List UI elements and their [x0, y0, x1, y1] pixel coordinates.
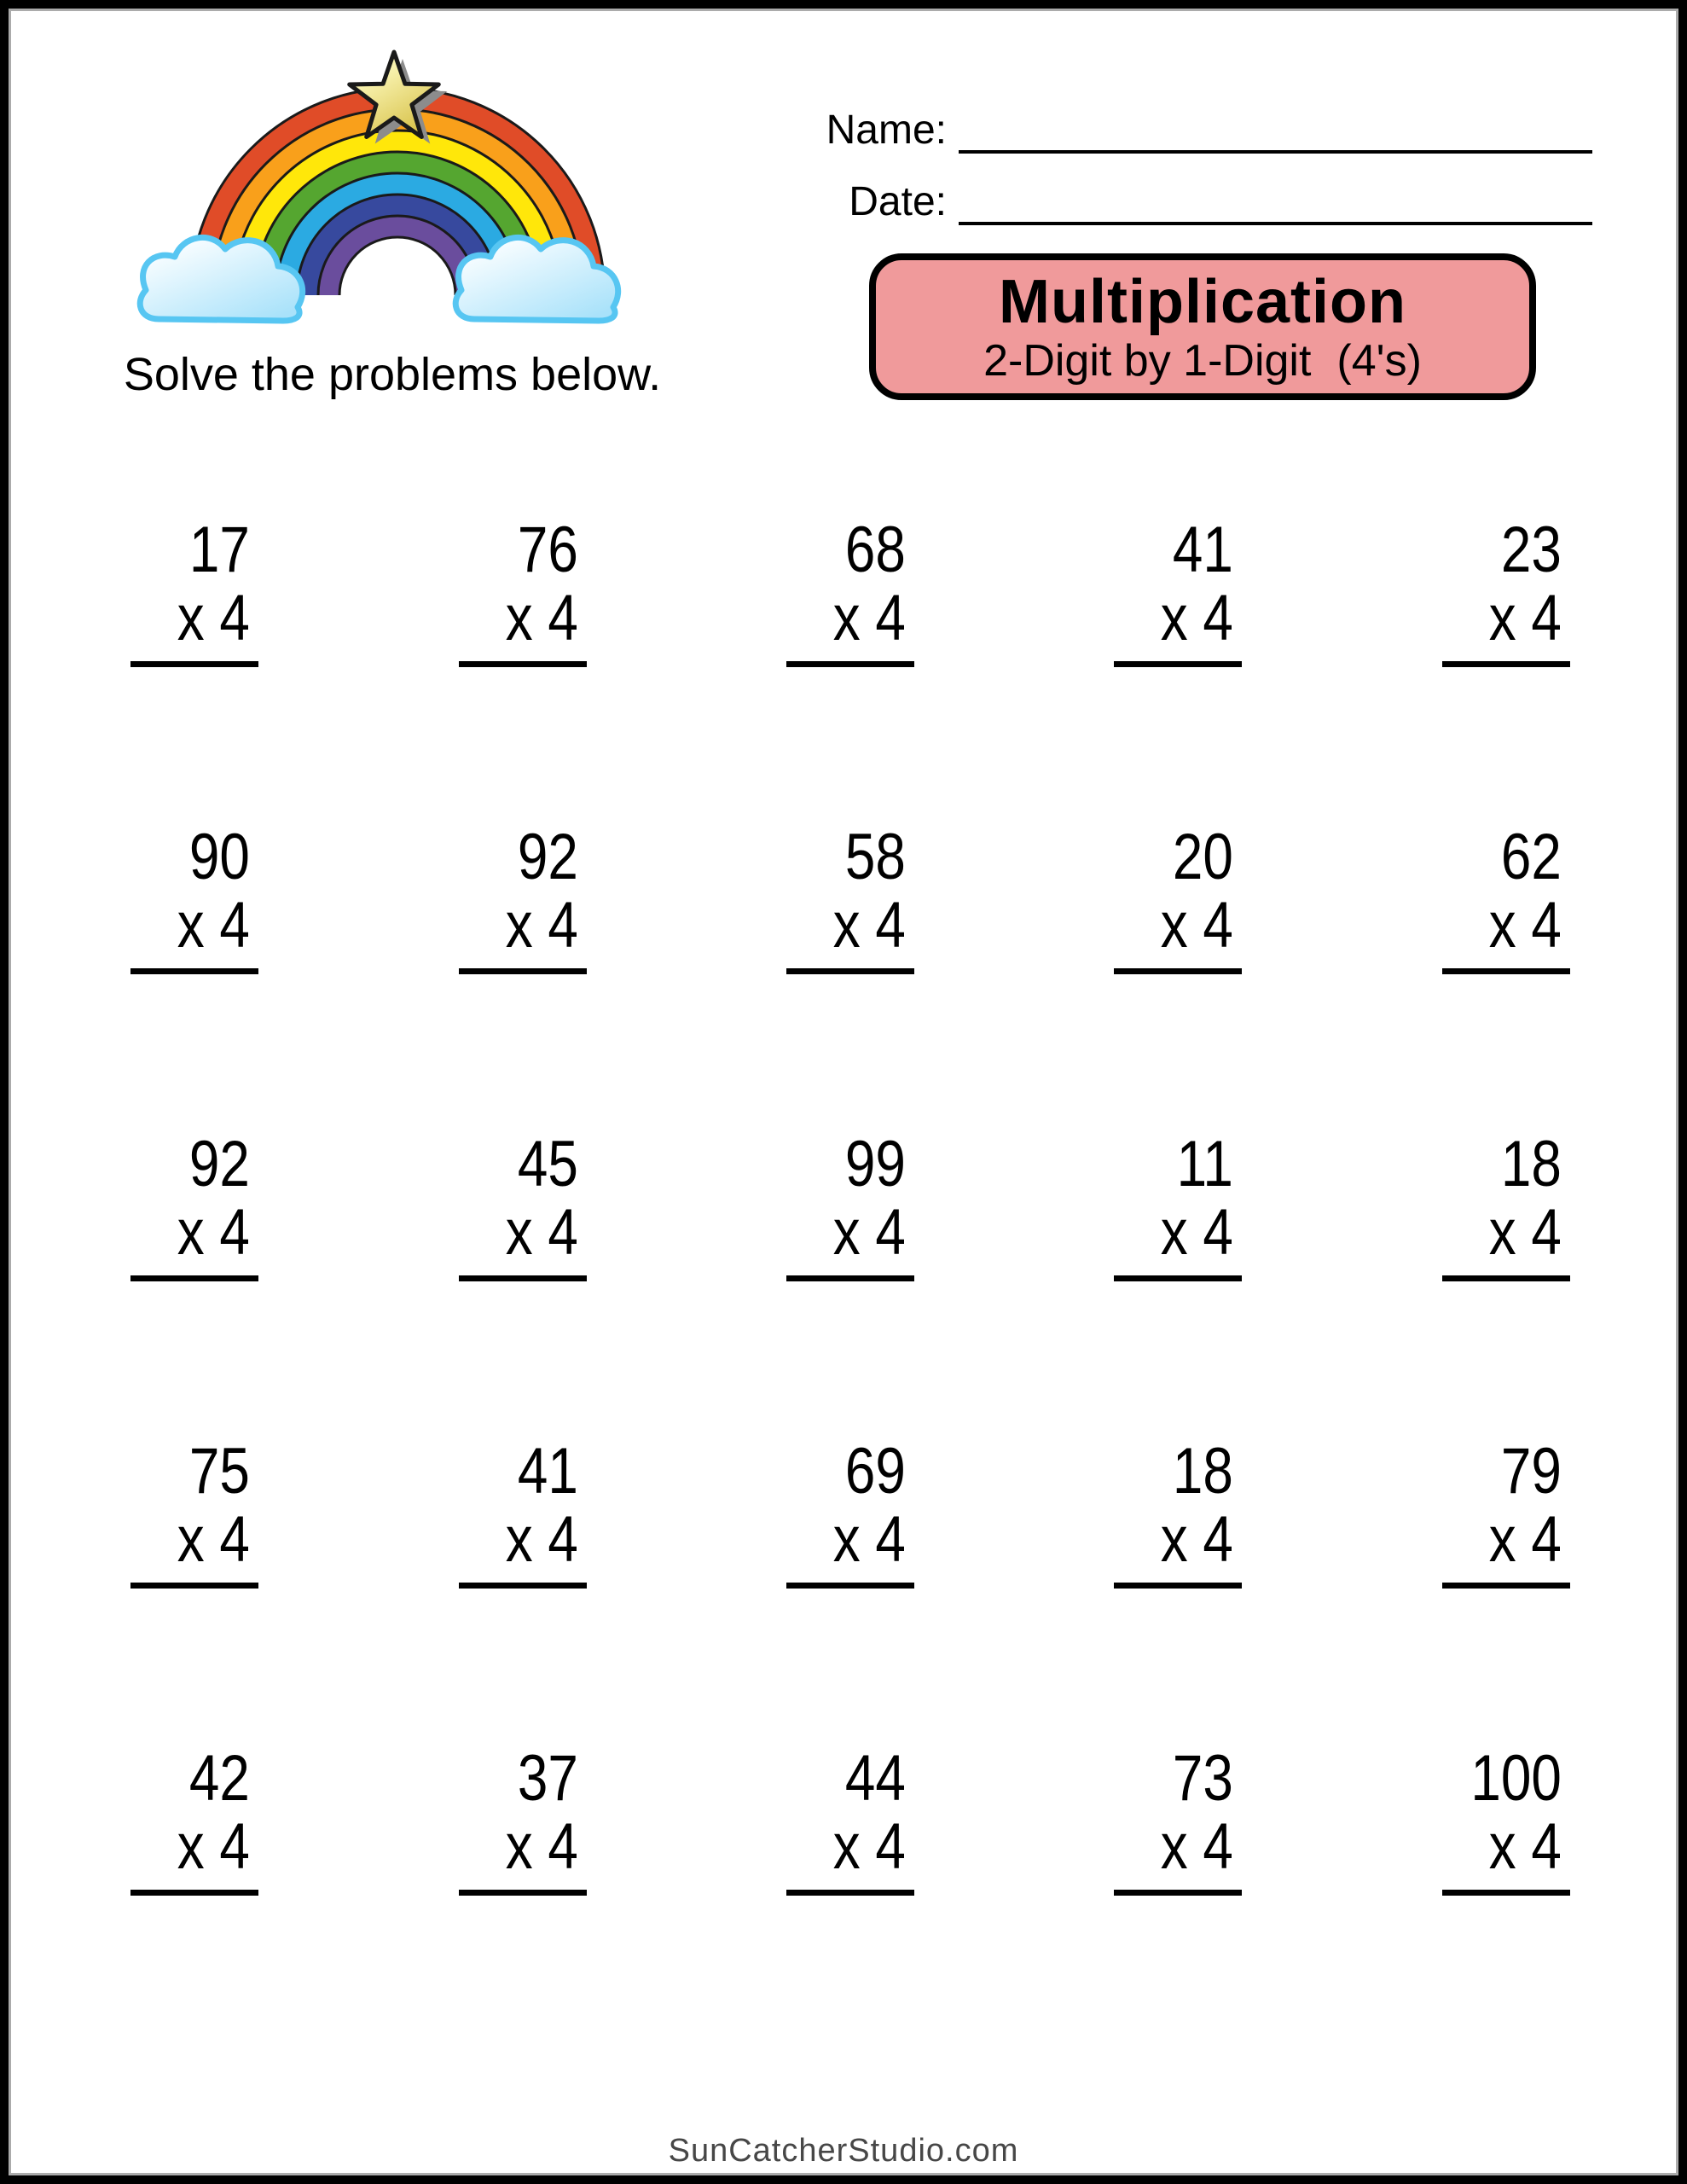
worksheet-title: Multiplication — [999, 268, 1406, 336]
problem-operand: 73 — [1173, 1742, 1234, 1815]
date-field-row — [820, 179, 1592, 225]
problem-operand: 79 — [1500, 1435, 1562, 1507]
multiplier-label: x 4 — [1488, 1503, 1562, 1576]
multiplier-label: x 4 — [1488, 889, 1562, 961]
problem-operand: 20 — [1173, 821, 1234, 893]
problems-grid — [31, 516, 1670, 2052]
problem — [130, 1435, 258, 1589]
problem-operand: 90 — [189, 821, 251, 893]
problem-operand: 99 — [844, 1128, 906, 1200]
answer-line[interactable] — [459, 661, 587, 667]
multiplier-label: x 4 — [177, 582, 251, 654]
multiplier-label: x 4 — [505, 582, 578, 654]
answer-line[interactable] — [130, 1890, 258, 1896]
problem — [459, 1435, 587, 1589]
answer-line[interactable] — [459, 968, 587, 974]
multiplier-label: x 4 — [505, 1810, 578, 1883]
name-field-row — [820, 107, 1592, 154]
problem — [1114, 823, 1242, 974]
problem — [459, 823, 587, 974]
multiplier-label: x 4 — [832, 1196, 906, 1269]
answer-line[interactable] — [1442, 968, 1570, 974]
worksheet-title-box — [869, 253, 1536, 400]
problem-operand: 45 — [517, 1128, 578, 1200]
problem-operand: 62 — [1500, 821, 1562, 893]
problem-operand: 37 — [517, 1742, 578, 1815]
answer-line[interactable] — [130, 661, 258, 667]
name-label: Name: — [826, 107, 947, 153]
problem — [459, 1130, 587, 1281]
multiplier-label: x 4 — [1161, 582, 1234, 654]
problem-operand: 76 — [517, 514, 578, 586]
problem — [1442, 516, 1570, 667]
multiplier-label: x 4 — [505, 1196, 578, 1269]
problem-operand: 11 — [1177, 1128, 1234, 1200]
multiplier-label: x 4 — [1161, 1810, 1234, 1883]
problem — [1442, 1435, 1570, 1589]
problem-operand: 42 — [189, 1742, 251, 1815]
answer-line[interactable] — [1442, 1583, 1570, 1589]
answer-line[interactable] — [459, 1275, 587, 1281]
multiplier-label: x 4 — [1161, 1196, 1234, 1269]
date-input-line[interactable] — [959, 183, 1592, 225]
problem — [459, 516, 587, 667]
multiplier-label: x 4 — [177, 1196, 251, 1269]
multiplier-label: x 4 — [505, 1503, 578, 1576]
multiplier-label: x 4 — [832, 1503, 906, 1576]
problem-operand: 100 — [1470, 1742, 1562, 1815]
problem — [786, 823, 914, 974]
problem-operand: 75 — [189, 1435, 251, 1507]
problem — [1442, 823, 1570, 974]
answer-line[interactable] — [786, 1583, 914, 1589]
multiplier-label: x 4 — [832, 1810, 906, 1883]
answer-line[interactable] — [1114, 1275, 1242, 1281]
answer-line[interactable] — [1442, 661, 1570, 667]
problem — [1114, 1435, 1242, 1589]
problem — [1442, 1742, 1570, 1896]
problem — [1114, 516, 1242, 667]
name-input-line[interactable] — [959, 111, 1592, 154]
problem — [130, 516, 258, 667]
problem-operand: 41 — [1173, 514, 1234, 586]
multiplier-label: x 4 — [177, 889, 251, 961]
multiplier-label: x 4 — [505, 889, 578, 961]
problem — [130, 1742, 258, 1896]
problem-operand: 92 — [517, 821, 578, 893]
worksheet-subtitle: 2-Digit by 1-Digit — [983, 336, 1312, 386]
multiplier-label: x 4 — [1161, 1503, 1234, 1576]
answer-line[interactable] — [786, 661, 914, 667]
problem — [786, 1130, 914, 1281]
answer-line[interactable] — [1442, 1890, 1570, 1896]
rainbow-artwork — [84, 49, 650, 346]
worksheet-subtitle-row — [983, 336, 1422, 386]
answer-line[interactable] — [1114, 661, 1242, 667]
problem — [1442, 1130, 1570, 1281]
problem — [1114, 1742, 1242, 1896]
problem — [130, 823, 258, 974]
answer-line[interactable] — [1114, 968, 1242, 974]
problem — [1114, 1130, 1242, 1281]
multiplier-label: x 4 — [1161, 889, 1234, 961]
problem-operand: 18 — [1500, 1128, 1562, 1200]
date-label: Date: — [849, 179, 947, 224]
problem-operand: 92 — [189, 1128, 251, 1200]
multiplier-label: x 4 — [1488, 1810, 1562, 1883]
answer-line[interactable] — [130, 968, 258, 974]
answer-line[interactable] — [459, 1583, 587, 1589]
problem-operand: 69 — [844, 1435, 906, 1507]
multiplier-label: x 4 — [1488, 1196, 1562, 1269]
multiplier-label: x 4 — [177, 1503, 251, 1576]
problem-operand: 23 — [1500, 514, 1562, 586]
answer-line[interactable] — [786, 1890, 914, 1896]
multiplier-label: x 4 — [832, 582, 906, 654]
problem — [786, 1742, 914, 1896]
answer-line[interactable] — [1114, 1890, 1242, 1896]
instruction-text: Solve the problems below. — [123, 349, 662, 400]
multiplier-label: x 4 — [1488, 582, 1562, 654]
answer-line[interactable] — [786, 968, 914, 974]
answer-line[interactable] — [1114, 1583, 1242, 1589]
answer-line[interactable] — [1442, 1275, 1570, 1281]
problem — [130, 1130, 258, 1281]
answer-line[interactable] — [459, 1890, 587, 1896]
problem — [459, 1742, 587, 1896]
answer-line[interactable] — [786, 1275, 914, 1281]
worksheet-subtitle-note: (4's) — [1336, 336, 1422, 386]
problem-operand: 41 — [517, 1435, 578, 1507]
answer-line[interactable] — [130, 1275, 258, 1281]
footer-credit: SunCatcherStudio.com — [668, 2133, 1019, 2169]
problem — [786, 1435, 914, 1589]
problem — [786, 516, 914, 667]
problem-operand: 44 — [844, 1742, 906, 1815]
problem-operand: 18 — [1173, 1435, 1234, 1507]
problem-operand: 68 — [844, 514, 906, 586]
multiplier-label: x 4 — [832, 889, 906, 961]
answer-line[interactable] — [130, 1583, 258, 1589]
multiplier-label: x 4 — [177, 1810, 251, 1883]
problem-operand: 17 — [189, 514, 251, 586]
problem-operand: 58 — [844, 821, 906, 893]
